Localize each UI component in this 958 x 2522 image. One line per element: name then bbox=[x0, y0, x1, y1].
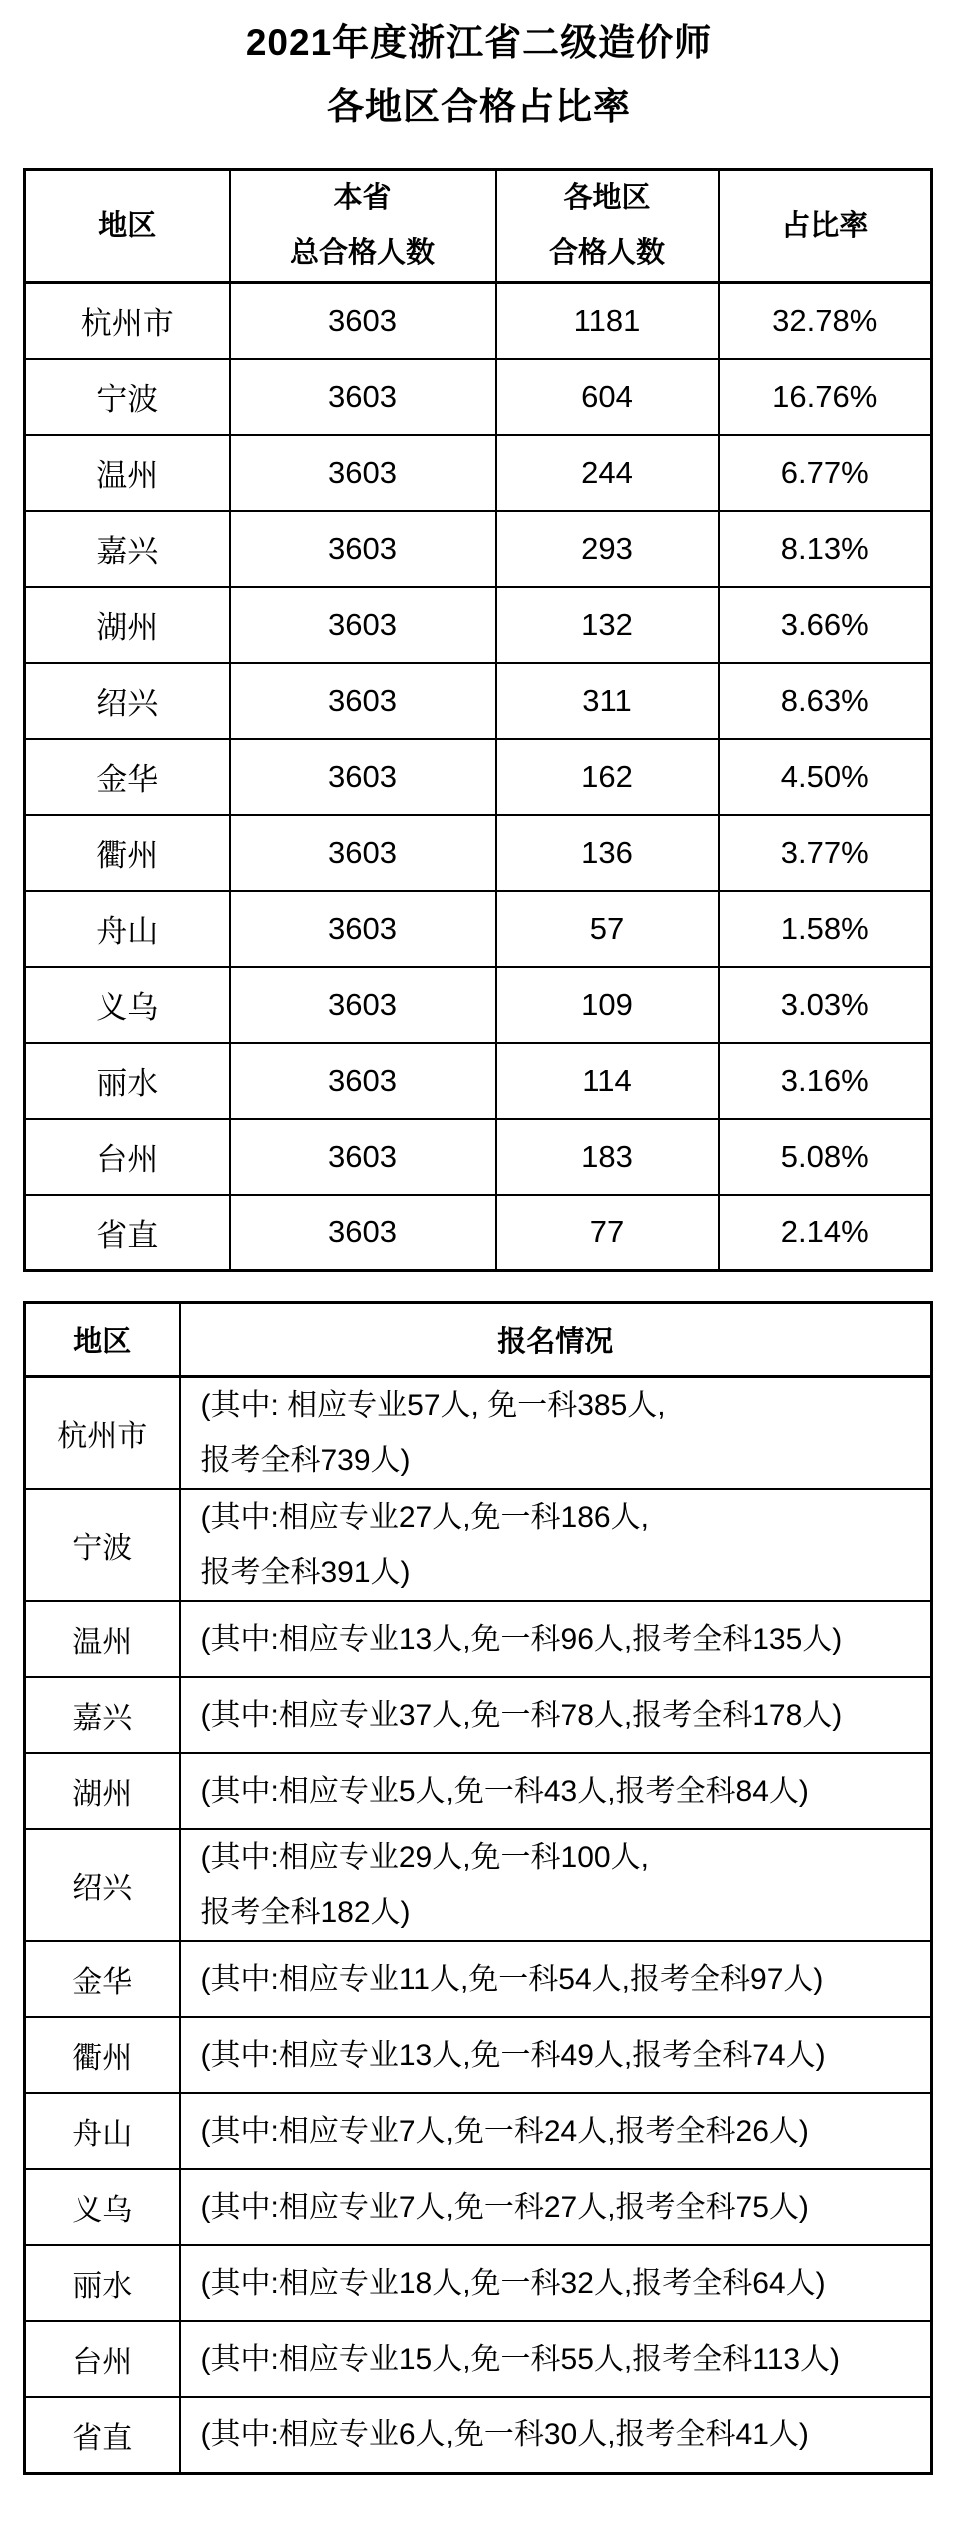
rate-cell: 3.16% bbox=[719, 1043, 932, 1119]
region-passed-cell: 244 bbox=[496, 435, 719, 511]
rate-cell: 3.03% bbox=[719, 967, 932, 1043]
region-cell: 宁波 bbox=[25, 359, 230, 435]
region-passed-cell: 136 bbox=[496, 815, 719, 891]
registration-cell bbox=[180, 2093, 932, 2169]
region-cell: 衢州 bbox=[25, 2017, 180, 2093]
registration-cell bbox=[180, 2017, 932, 2093]
rate-cell: 4.50% bbox=[719, 739, 932, 815]
pass-rate-table bbox=[23, 168, 933, 1272]
page-title bbox=[0, 0, 958, 128]
title-line-2: 各地区合格占比率 bbox=[327, 86, 631, 127]
registration-line: (其中:相应专业6人,免一科30人,报考全科41人) bbox=[200, 2418, 809, 2452]
rate-cell: 1.58% bbox=[719, 891, 932, 967]
province-total-cell: 3603 bbox=[230, 967, 496, 1043]
registration-cell bbox=[180, 1941, 932, 2017]
region-cell: 宁波 bbox=[25, 1489, 180, 1601]
table-row bbox=[25, 967, 932, 1043]
region-cell: 湖州 bbox=[25, 587, 230, 663]
table-row bbox=[25, 1043, 932, 1119]
rate-cell: 5.08% bbox=[719, 1119, 932, 1195]
table-row bbox=[25, 587, 932, 663]
region-cell: 舟山 bbox=[25, 2093, 180, 2169]
table-row bbox=[25, 2397, 932, 2473]
region-passed-cell: 1181 bbox=[496, 283, 719, 359]
table-row bbox=[25, 2169, 932, 2245]
col-header-rate: 占比率 bbox=[719, 170, 932, 283]
region-cell: 省直 bbox=[25, 1195, 230, 1271]
table-row bbox=[25, 2017, 932, 2093]
table-row bbox=[25, 815, 932, 891]
registration-line: (其中:相应专业7人,免一科27人,报考全科75人) bbox=[200, 2190, 809, 2224]
table-row bbox=[25, 2245, 932, 2321]
region-cell: 杭州市 bbox=[25, 1377, 180, 1490]
registration-line: (其中: 相应专业57人, 免一科385人, bbox=[200, 1389, 666, 1422]
region-cell: 嘉兴 bbox=[25, 511, 230, 587]
province-total-cell: 3603 bbox=[230, 283, 496, 359]
region-cell: 台州 bbox=[25, 2321, 180, 2397]
region-passed-cell: 311 bbox=[496, 663, 719, 739]
registration-cell bbox=[180, 2245, 932, 2321]
registration-line: (其中:相应专业13人,免一科96人,报考全科135人) bbox=[200, 1622, 843, 1656]
header-row bbox=[25, 1303, 932, 1377]
registration-line: (其中:相应专业18人,免一科32人,报考全科64人) bbox=[200, 2266, 826, 2300]
region-cell: 义乌 bbox=[25, 2169, 180, 2245]
region-cell: 温州 bbox=[25, 1601, 180, 1677]
col-header-region: 地区 bbox=[25, 1303, 180, 1377]
rate-cell: 2.14% bbox=[719, 1195, 932, 1271]
rate-cell: 3.66% bbox=[719, 587, 932, 663]
rate-cell: 6.77% bbox=[719, 435, 932, 511]
region-cell: 丽水 bbox=[25, 2245, 180, 2321]
region-cell: 湖州 bbox=[25, 1753, 180, 1829]
registration-line: (其中:相应专业11人,免一科54人,报考全科97人) bbox=[200, 1962, 824, 1996]
region-cell: 省直 bbox=[25, 2397, 180, 2473]
col-header-registration: 报名情况 bbox=[180, 1303, 932, 1377]
registration-line: (其中:相应专业7人,免一科24人,报考全科26人) bbox=[200, 2114, 809, 2148]
region-passed-cell: 604 bbox=[496, 359, 719, 435]
province-total-cell: 3603 bbox=[230, 1119, 496, 1195]
region-cell: 绍兴 bbox=[25, 1829, 180, 1941]
province-total-cell: 3603 bbox=[230, 1195, 496, 1271]
registration-cell bbox=[180, 1601, 932, 1677]
table-row bbox=[25, 1753, 932, 1829]
region-cell: 金华 bbox=[25, 739, 230, 815]
rate-cell: 3.77% bbox=[719, 815, 932, 891]
header-row bbox=[25, 170, 932, 283]
registration-table bbox=[23, 1301, 933, 2475]
region-cell: 衢州 bbox=[25, 815, 230, 891]
registration-line: 报考全科739人) bbox=[200, 1444, 411, 1477]
col-header-region-passed: 各地区 合格人数 bbox=[496, 170, 719, 283]
registration-cell bbox=[180, 1489, 932, 1601]
registration-line: 报考全科391人) bbox=[200, 1556, 411, 1589]
table-row bbox=[25, 511, 932, 587]
table-row bbox=[25, 1829, 932, 1941]
region-passed-cell: 183 bbox=[496, 1119, 719, 1195]
region-passed-cell: 162 bbox=[496, 739, 719, 815]
table-row bbox=[25, 2093, 932, 2169]
table-row bbox=[25, 663, 932, 739]
province-total-cell: 3603 bbox=[230, 359, 496, 435]
province-total-cell: 3603 bbox=[230, 663, 496, 739]
col-header-region: 地区 bbox=[25, 170, 230, 283]
registration-cell bbox=[180, 1677, 932, 1753]
region-passed-cell: 77 bbox=[496, 1195, 719, 1271]
registration-line: (其中:相应专业29人,免一科100人, bbox=[200, 1841, 649, 1874]
region-cell: 温州 bbox=[25, 435, 230, 511]
table-row bbox=[25, 891, 932, 967]
registration-line: (其中:相应专业13人,免一科49人,报考全科74人) bbox=[200, 2038, 826, 2072]
rate-cell: 8.63% bbox=[719, 663, 932, 739]
table-row bbox=[25, 2321, 932, 2397]
table-row bbox=[25, 1677, 932, 1753]
table-row bbox=[25, 1941, 932, 2017]
registration-line: (其中:相应专业15人,免一科55人,报考全科113人) bbox=[200, 2342, 841, 2376]
registration-cell bbox=[180, 1753, 932, 1829]
province-total-cell: 3603 bbox=[230, 511, 496, 587]
registration-line: (其中:相应专业37人,免一科78人,报考全科178人) bbox=[200, 1698, 843, 1732]
region-cell: 金华 bbox=[25, 1941, 180, 2017]
registration-cell bbox=[180, 1377, 932, 1490]
province-total-cell: 3603 bbox=[230, 587, 496, 663]
region-cell: 绍兴 bbox=[25, 663, 230, 739]
table-row bbox=[25, 1489, 932, 1601]
region-passed-cell: 109 bbox=[496, 967, 719, 1043]
region-cell: 丽水 bbox=[25, 1043, 230, 1119]
table-row bbox=[25, 1601, 932, 1677]
col-header-province-total: 本省 总合格人数 bbox=[230, 170, 496, 283]
rate-cell: 16.76% bbox=[719, 359, 932, 435]
registration-line: (其中:相应专业27人,免一科186人, bbox=[200, 1501, 649, 1534]
rate-cell: 8.13% bbox=[719, 511, 932, 587]
table-row bbox=[25, 1195, 932, 1271]
table-row bbox=[25, 283, 932, 359]
table-row bbox=[25, 1377, 932, 1490]
province-total-cell: 3603 bbox=[230, 739, 496, 815]
province-total-cell: 3603 bbox=[230, 891, 496, 967]
title-line-1: 2021年度浙江省二级造价师 bbox=[245, 22, 713, 63]
region-cell: 嘉兴 bbox=[25, 1677, 180, 1753]
province-total-cell: 3603 bbox=[230, 1043, 496, 1119]
registration-cell bbox=[180, 2169, 932, 2245]
region-passed-cell: 57 bbox=[496, 891, 719, 967]
region-passed-cell: 293 bbox=[496, 511, 719, 587]
region-cell: 杭州市 bbox=[25, 283, 230, 359]
region-passed-cell: 114 bbox=[496, 1043, 719, 1119]
rate-cell: 32.78% bbox=[719, 283, 932, 359]
province-total-cell: 3603 bbox=[230, 435, 496, 511]
province-total-cell: 3603 bbox=[230, 815, 496, 891]
region-cell: 义乌 bbox=[25, 967, 230, 1043]
region-cell: 舟山 bbox=[25, 891, 230, 967]
table-row bbox=[25, 1119, 932, 1195]
registration-cell bbox=[180, 1829, 932, 1941]
table-row bbox=[25, 359, 932, 435]
registration-line: 报考全科182人) bbox=[200, 1896, 411, 1929]
table-row bbox=[25, 739, 932, 815]
region-cell: 台州 bbox=[25, 1119, 230, 1195]
region-passed-cell: 132 bbox=[496, 587, 719, 663]
registration-line: (其中:相应专业5人,免一科43人,报考全科84人) bbox=[200, 1774, 809, 1808]
registration-cell bbox=[180, 2397, 932, 2473]
registration-cell bbox=[180, 2321, 932, 2397]
table-row bbox=[25, 435, 932, 511]
